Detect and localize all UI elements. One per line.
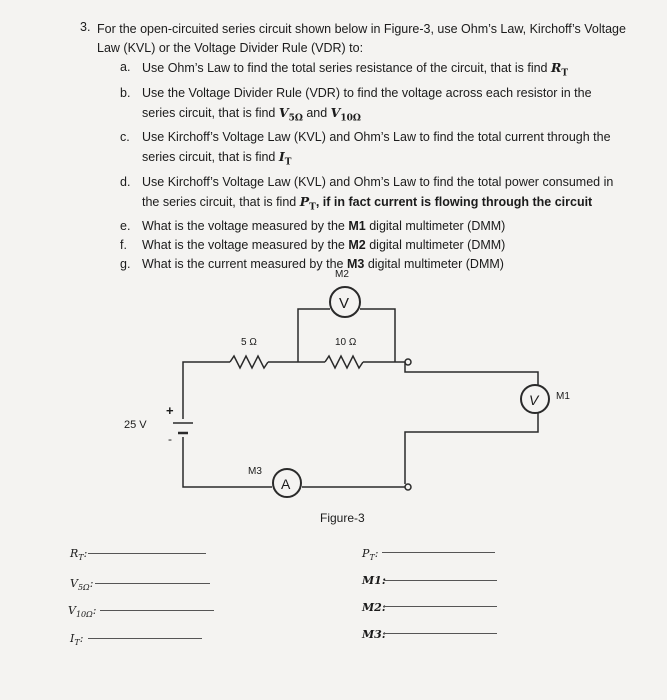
- item-g: g. What is the current measured by the M3 digital multimeter (DMM): [120, 257, 504, 271]
- ammeter-m3-symbol: A: [281, 476, 291, 492]
- item-b: b. Use the Voltage Divider Rule (VDR) to find the voltage across each resistor in the series circuit, that is find $V_{5\Omega}$ and $V_{10\Omega}$: [120, 85, 592, 123]
- open-terminal-top: [405, 359, 411, 365]
- voltmeter-m2-symbol: V: [339, 295, 350, 312]
- answer-line-v5[interactable]: [95, 583, 210, 584]
- answer-label-v5: $V_{5\Omega}$:: [70, 577, 94, 593]
- m2-label: M2: [335, 269, 349, 280]
- item-e: e. What is the voltage measured by the M1 digital multimeter (DMM): [120, 219, 506, 233]
- answer-line-m3[interactable]: [384, 633, 497, 634]
- item-c: c. Use Kirchoff’s Voltage Law (KVL) and Ohm’s Law to find the total current through the series circuit, that is find $I_T$: [120, 130, 611, 168]
- answer-label-v10: $V_{10\Omega}$:: [68, 604, 97, 620]
- wire-left-top: [183, 362, 230, 419]
- open-terminal-bottom: [405, 484, 411, 490]
- battery-plus: +: [166, 403, 174, 418]
- item-d: d. Use Kirchoff’s Voltage Law (KVL) and Ohm’s Law to find the total power consumed in the series circuit, that is find $P_T$, if in fact current is flowing through the circuit: [120, 174, 614, 212]
- battery-minus: -: [168, 432, 172, 446]
- voltmeter-m1-symbol: V: [529, 392, 539, 408]
- question-intro: For the open-circuited series circuit shown below in Figure-3, use Ohm’s Law, Kirchoff’s Voltage Law (KVL) or the Voltage Divider Rule (VDR) to:: [97, 22, 626, 55]
- answer-line-m2[interactable]: [384, 606, 497, 607]
- source-label: 25 V: [124, 419, 147, 431]
- answer-line-pt[interactable]: [382, 552, 495, 553]
- r1-label: 5 Ω: [241, 337, 257, 348]
- r2-label: 10 Ω: [335, 337, 357, 348]
- wire-m1: [405, 362, 538, 484]
- answer-line-m1[interactable]: [384, 580, 497, 581]
- item-a: a. Use Ohm’s Law to find the total series resistance of the circuit, that is find $R_T$: [120, 60, 569, 79]
- answer-label-it: $I_T$:: [70, 632, 84, 648]
- figure-caption: Figure-3: [320, 511, 365, 525]
- answer-label-rt: $R_T$:: [70, 547, 88, 563]
- m3-label: M3: [248, 466, 262, 477]
- answer-line-it[interactable]: [88, 638, 202, 639]
- answer-line-rt[interactable]: [88, 553, 206, 554]
- m1-label: M1: [556, 391, 570, 402]
- answer-line-v10[interactable]: [100, 610, 214, 611]
- resistor-5-ohm: [230, 356, 268, 368]
- resistor-10-ohm: [325, 356, 363, 368]
- item-f: f. What is the voltage measured by the M2 digital multimeter (DMM): [120, 238, 506, 252]
- answer-label-m3: M3:: [362, 628, 386, 641]
- answer-label-m2: M2:: [362, 601, 386, 614]
- answer-label-pt: $P_T$:: [362, 547, 379, 563]
- wire-bottom: [183, 437, 405, 487]
- question-number: 3.: [80, 20, 91, 34]
- answer-label-m1: M1:: [362, 574, 386, 587]
